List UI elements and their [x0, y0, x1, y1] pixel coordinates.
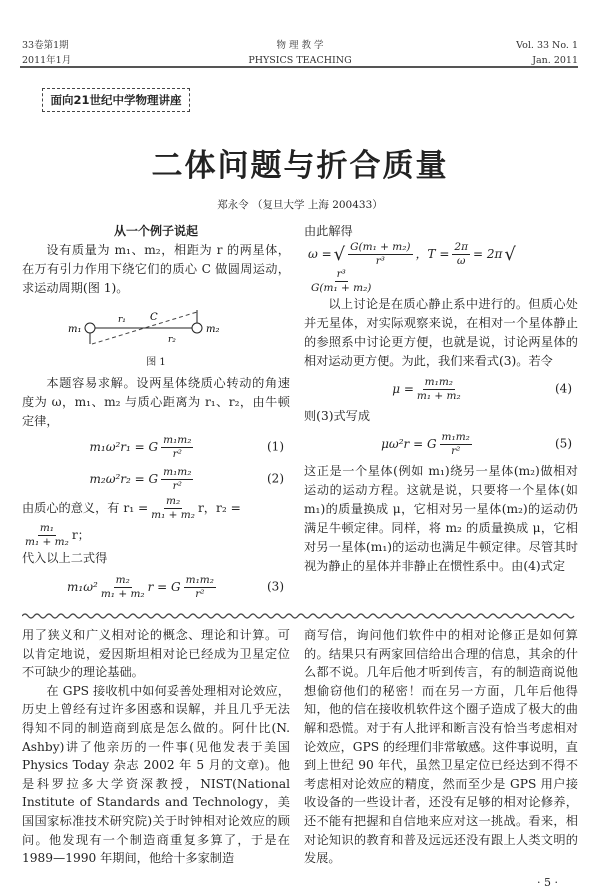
denominator: r²	[451, 444, 461, 457]
journal-name-cn: 物 理 教 学	[276, 40, 324, 51]
paragraph: 用了狭义和广义相对论的概念、理论和计算。可以肯定地说，爱因斯坦相对论已经成为卫星定位不可缺少的理论基础。	[22, 628, 290, 680]
page-number: · 5 ·	[537, 875, 558, 889]
journal-name-en: PHYSICS TEACHING	[248, 55, 352, 66]
fraction	[452, 241, 470, 268]
numerator: m₁m₂	[441, 430, 470, 443]
label-m2: m₂	[206, 324, 220, 335]
header-rule	[20, 66, 578, 68]
fraction	[101, 574, 145, 601]
numerator: r³	[336, 268, 346, 280]
fraction	[311, 268, 371, 295]
text: r，r₂ =	[197, 501, 241, 515]
numerator: 2π	[454, 241, 468, 253]
issue-volume: 33卷第1期	[22, 40, 69, 51]
section-heading: 从一个例子说起	[113, 224, 198, 238]
author-line: 郑永令 （复旦大学 上海 200433）	[217, 199, 383, 211]
paragraph: 以上讨论是在质心静止系中进行的。但质心处并无星体，对实际观察来说，在相对一个星体静止的参照系中讨论更方便，也就是说，讨论两星体的相对运动更方便。为此，我们来看式(3)。若令	[304, 297, 578, 368]
eq-lhs: m₁ω²r₁ = G	[89, 439, 159, 454]
label-r1: r₁	[118, 315, 126, 325]
article-body	[22, 222, 578, 889]
equation-2	[22, 463, 290, 495]
center-of-mass-relation	[22, 495, 290, 549]
mass-2-circle	[192, 323, 202, 333]
section-separator	[22, 612, 578, 620]
paragraph: 代入以上二式得	[22, 551, 108, 565]
paragraph: 本题容易求解。设两星体绕质心转动的角速度为 ω，m₁、m₂ 与质心距离为 r₁、r₂，由牛顿定律，	[22, 376, 290, 428]
paragraph: 在 GPS 接收机中如何妥善处理相对论效应，历史上曾经有过许多困惑和误解，并且几乎无法得知不同的制造商到底是怎么做的。阿什比(N. Ashby)讲了他亲历的一件事(见他发表于美国 Physics Today 杂志 2002 年 5 月的文章)。他是科罗拉多大学资深教授，NIST(National Institute of Standards and Technology，美国国家标准技术研究院)关于时钟相对论效应的顾问。他发现有一个制造商重复多算了，于是在 1989—1990 年期间，他给十多家制造	[22, 683, 290, 866]
two-body-diagram	[22, 298, 290, 356]
denominator: m₁ + m₂	[151, 509, 195, 521]
equation-number: (1)	[267, 439, 284, 454]
fraction	[161, 434, 193, 461]
fraction	[161, 466, 193, 493]
numerator: m₂	[115, 573, 130, 586]
sqrt-icon: √	[333, 244, 346, 265]
left-column	[22, 222, 290, 606]
numerator: G(m₁ + m₂)	[350, 241, 411, 253]
text: 由质心的意义，有 r₁ =	[22, 501, 149, 515]
label-m1: m₁	[68, 324, 82, 335]
denominator: ω	[456, 255, 466, 267]
equation-3	[22, 568, 290, 606]
eq-lhs: m₂ω²r₂ = G	[89, 471, 159, 486]
denominator: r²	[195, 587, 205, 600]
volume-number: Vol. 33 No. 1	[516, 40, 578, 51]
equation-4	[304, 371, 578, 407]
figure-caption: 图 1	[146, 357, 166, 368]
eq-part: ，T =	[415, 247, 450, 261]
journal-volume	[516, 38, 578, 68]
issue-date: 2011年1月	[22, 55, 72, 66]
denominator: r³	[375, 255, 385, 267]
paragraph: 由此解得	[304, 224, 353, 238]
fraction	[151, 495, 195, 522]
fraction	[184, 574, 216, 601]
denominator: r²	[172, 447, 182, 460]
numerator: m₁m₂	[163, 433, 192, 446]
numerator: m₁	[39, 522, 54, 534]
right-column	[304, 222, 578, 576]
denominator: m₁ + m₂	[25, 536, 69, 548]
fraction	[348, 241, 412, 268]
eq-part: ω =	[308, 247, 332, 261]
numerator: m₁m₂	[424, 375, 453, 388]
figure-1	[22, 298, 290, 374]
series-box: 面向21世纪中学物理讲座	[42, 88, 190, 112]
paragraph: 则(3)式写成	[304, 409, 371, 423]
equation-5	[304, 426, 578, 462]
numerator: m₁m₂	[163, 465, 192, 478]
denominator: m₁ + m₂	[416, 389, 461, 402]
paragraph: 这正是一个星体(例如 m₁)绕另一星体(m₂)做相对运动的运动方程。这就是说，只要将一个星体(如 m₁)的质量换成 μ，它相对另一星体(m₂)的运动仍满足牛顿定律。同样，将 m₂ 的质量换成 μ，它相对另一星体(m₁)的运动也满足牛顿定律。尽管其时视为静止的星体并非静止在惯性系中。由(4)式定	[304, 464, 578, 573]
eq-lhs: μω²r = G	[381, 436, 437, 451]
equation-number: (2)	[267, 471, 284, 486]
numerator: m₁m₂	[185, 573, 214, 586]
journal-name	[200, 38, 400, 68]
paragraph: 商写信，询问他们软件中的相对论修正是如何算的。结果只有两家回信给出合理的信息，其余的什么都不说。几年后他才听到传言，有的制造商说他想偷窃他们的秘密！而在另一方面，几年后他得知，他的信在接收机软件这个圈子造成了极大的曲解和恐慌。对于有人批评和断言没有恰当考虑相对论效应，GPS 的经理们非常敏感。这件事说明，直到上世纪 90 年代，虽然卫星定位已经达到不得不考虑相对论效应的精度，然而至少是 GPS 用户接收设备的一些设计者，还没有足够的相对论修养，还不能有把握和自信地来应对这一挑战。看来，相对论知识的教育和普及远远还没有跟上人类文明的发展。	[304, 628, 578, 866]
eq-part: = 2π	[473, 247, 503, 261]
fraction	[25, 522, 69, 549]
journal-issue	[22, 38, 71, 68]
equation-period	[304, 241, 578, 295]
volume-date: Jan. 2011	[532, 55, 578, 66]
equation-number: (5)	[555, 436, 572, 451]
numerator: m₂	[165, 495, 181, 507]
eq-part: m₁ω²	[67, 579, 98, 594]
fraction	[417, 376, 461, 403]
paragraph: 设有质量为 m₁、m₂，相距为 r 的两星体，在万有引力作用下绕它们的质心 C 做圆周运动，求运动周期(图 1)。	[22, 243, 290, 295]
text: r；	[71, 528, 90, 542]
bottom-left-column	[22, 626, 290, 868]
sqrt-icon: √	[504, 244, 516, 265]
equation-1	[22, 431, 290, 463]
label-r2: r₂	[168, 335, 176, 345]
bottom-columns	[22, 626, 578, 868]
eq-part: r = G	[147, 579, 181, 594]
top-columns	[22, 222, 578, 606]
denominator: G(m₁ + m₂)	[311, 282, 372, 294]
bottom-right-column	[304, 626, 578, 868]
denominator: r²	[172, 479, 182, 492]
eq-lhs: μ =	[392, 381, 414, 396]
mass-1-circle	[85, 323, 95, 333]
fraction	[440, 431, 472, 458]
equation-number: (3)	[267, 579, 284, 594]
equation-number: (4)	[555, 381, 572, 396]
label-C: C	[150, 312, 158, 323]
denominator: m₁ + m₂	[100, 587, 145, 600]
article-title: 二体问题与折合质量	[151, 148, 449, 184]
